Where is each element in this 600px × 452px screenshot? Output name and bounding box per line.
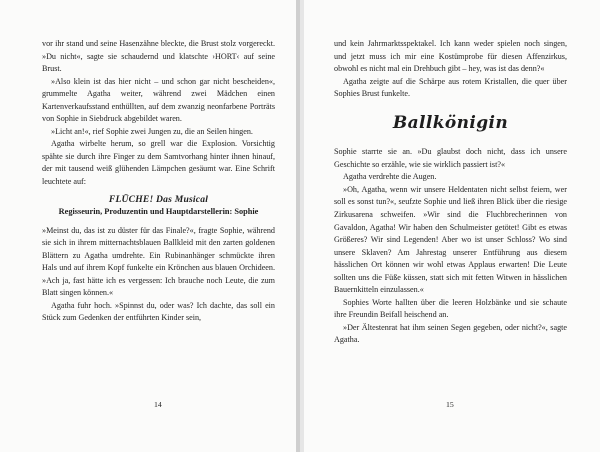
paragraph: »Also klein ist das hier nicht – und schon gar nicht bescheiden«, grummelte Agatha weiter, während zwei Mädchen einen Kartenverkaufsstand enthüllten, auf dem zwanzig neonfarbene Porträts von Sophie in Siebdruck abgebildet waren. [42,76,275,124]
page-number: 15 [446,400,454,409]
page-number: 14 [154,400,162,409]
paragraph: Sophies Worte hallten über die leeren Holzbänke und sie schaute ihre Freundin Beifall heischend an. [334,297,567,320]
paragraph: »Meinst du, das ist zu düster für das Finale?«, fragte Sophie, während sie sich in ihrem mitternachtsblauen Ballkleid mit den zarten goldenen Blättern zu Agatha umdrehte. Ein Rubinanhänger schmückte ihren Hals und auf ihrem Kopf funkelte ein Krönchen aus blauen Orchideen. »Ach ja, fast hätte ich es vergessen: Ich brauche noch Leute, die zum Blatt singen können.« [42,225,275,298]
paragraph: Agatha wirbelte herum, so grell war die Explosion. Vorsichtig spähte sie durch ihre Finger zu dem Samtvorhang hinter ihnen hinauf, der mit tausend weiß glühenden Lämpchen gesäumt war. Eine Schrift leuchtete auf: [42,139,275,187]
paragraph: vor ihr stand und seine Hasenzähne bleckte, die Brust stolz vorgereckt. »Du nicht«, sagte sie schaudernd und klatschte ›HORT‹ auf seine Brust. [42,39,275,74]
paragraph: und kein Jahrmarktsspektakel. Ich kann weder spielen noch singen, und jetzt muss ich mir eine Kostümprobe für diesen Affenzirkus, obwohl es nicht mal ein Drehbuch gibt – hey, was ist das denn?« [334,39,567,74]
paragraph: »Oh, Agatha, wenn wir unsere Heldentaten nicht selbst feiern, wer soll es sonst tun?«, seufzte Sophie und ließ ihren Blick über die riesige Zirkusarena schweifen. »Wir sind die Fluchbrecherinnen von Gavaldon, Agatha! Wir haben den Schulmeister getötet! Gibt es etwas Größeres? Wir sind Legenden! Aber wo ist unser Schloss? Wo sind unsere Sklaven? Am Jahrestag unserer Entführung aus diesem hässlichen Ort können wir wohl etwas Applaus erwarten! Die Leute sollten uns die Füße küssen, statt sich mit fetten Witwen in hässlichen Bauernkitteln einzulassen.« [334,184,567,295]
headline-subtitle: Regisseurin, Produzentin und Hauptdarstellerin: Sophie [58,207,259,217]
right-page [304,0,600,452]
left-text-column [42,38,275,325]
paragraph: Agatha fuhr hoch. »Spinnst du, oder was? Ich dachte, das soll ein Stück zum Gedenken der entführten Kinder sein, [42,300,275,323]
paragraph: Sophie starrte sie an. »Du glaubst doch nicht, dass ich unsere Geschichte so erzähle, wie sie wirklich passiert ist?« [334,147,567,169]
chapter-heading: Ballkönigin [392,112,509,133]
paragraph: »Licht an!«, rief Sophie zwei Jungen zu, die an Seilen hingen. [51,126,253,136]
left-page [0,0,296,452]
paragraph: Agatha verdrehte die Augen. [343,172,437,182]
paragraph: »Der Ältestenrat hat ihm seinen Segen gegeben, oder nicht?«, sagte Agatha. [334,322,567,345]
paragraph: Agatha zeigte auf die Schärpe aus rotem Kristallen, die quer über Sophies Brust funkelte. [334,76,567,99]
right-text-column [334,38,567,347]
headline-title: FLÜCHE! Das Musical [108,193,209,205]
